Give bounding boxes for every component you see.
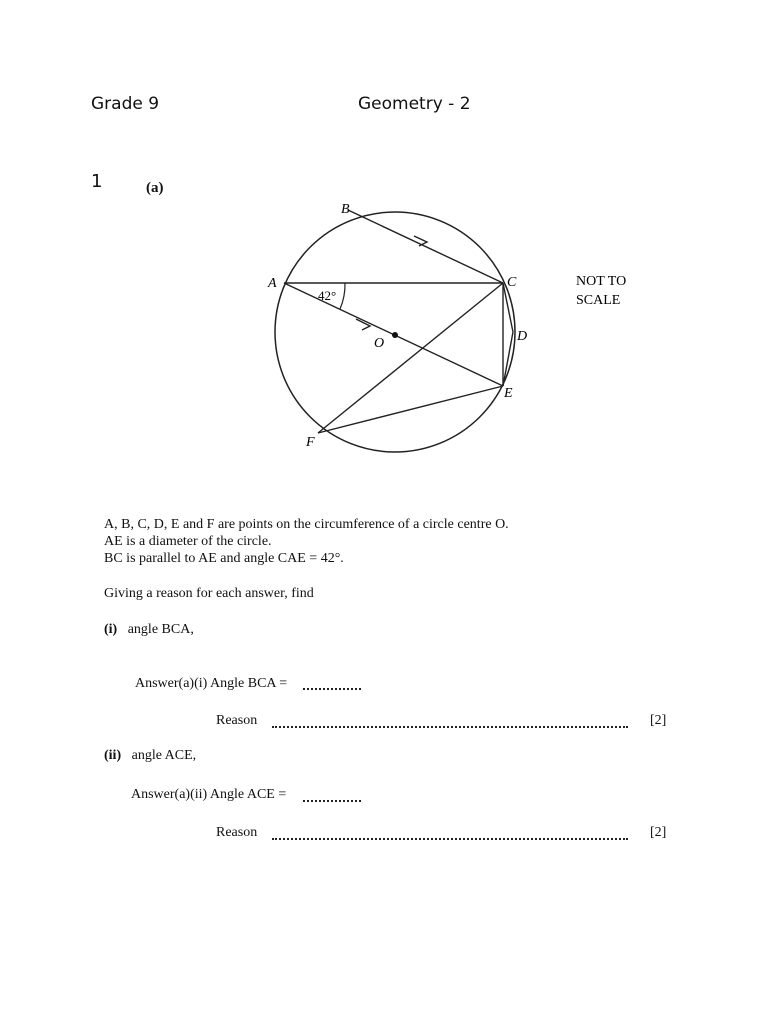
statement-line-1: A, B, C, D, E and F are points on the circumference of a circle centre O. (104, 517, 509, 532)
sub-question-ii-label: (ii) (104, 748, 122, 763)
question-number: 1 (91, 171, 103, 192)
point-label-b: B (341, 202, 350, 217)
point-label-e: E (504, 386, 513, 401)
subject-title: Geometry - 2 (358, 94, 471, 114)
answer-ii-field[interactable] (303, 800, 361, 802)
point-label-f: F (306, 435, 315, 450)
center-point-o (392, 332, 398, 338)
sub-question-i-text: angle BCA, (127, 622, 194, 637)
sub-question-i-label: (i) (104, 622, 118, 637)
answer-i-label: Answer(a)(i) Angle BCA = (135, 676, 288, 691)
statement-line-2: AE is a diameter of the circle. (104, 534, 272, 549)
scale-note-line2: SCALE (576, 293, 621, 308)
point-label-c: C (507, 275, 517, 290)
point-label-o: O (374, 336, 385, 351)
marks-i: [2] (650, 713, 667, 728)
angle-arc (340, 283, 345, 309)
question-part: (a) (146, 180, 164, 196)
question-statement (104, 516, 509, 567)
parallel-arrow-bc (414, 236, 427, 246)
reason-i-label: Reason (216, 713, 258, 728)
point-label-d: D (517, 329, 528, 344)
answer-i-field[interactable] (303, 688, 361, 690)
marks-ii: [2] (650, 825, 667, 840)
answer-ii-label: Answer(a)(ii) Angle ACE = (131, 787, 287, 802)
segment-fe (318, 386, 503, 433)
instruction-text: Giving a reason for each answer, find (104, 586, 314, 601)
point-label-a: A (268, 276, 277, 291)
reason-ii-field[interactable] (272, 838, 628, 840)
sub-question-i (104, 622, 194, 638)
circle-diagram (230, 190, 660, 470)
reason-ii-label: Reason (216, 825, 258, 840)
sub-question-ii (104, 748, 196, 764)
reason-i-field[interactable] (272, 726, 628, 728)
sub-question-ii-text: angle ACE, (131, 748, 197, 763)
scale-note-line1: NOT TO (576, 274, 627, 289)
angle-label: 42° (318, 288, 337, 303)
grade-label: Grade 9 (91, 94, 160, 114)
segment-cf (318, 283, 503, 433)
statement-line-3: BC is parallel to AE and angle CAE = 42°. (104, 551, 344, 566)
